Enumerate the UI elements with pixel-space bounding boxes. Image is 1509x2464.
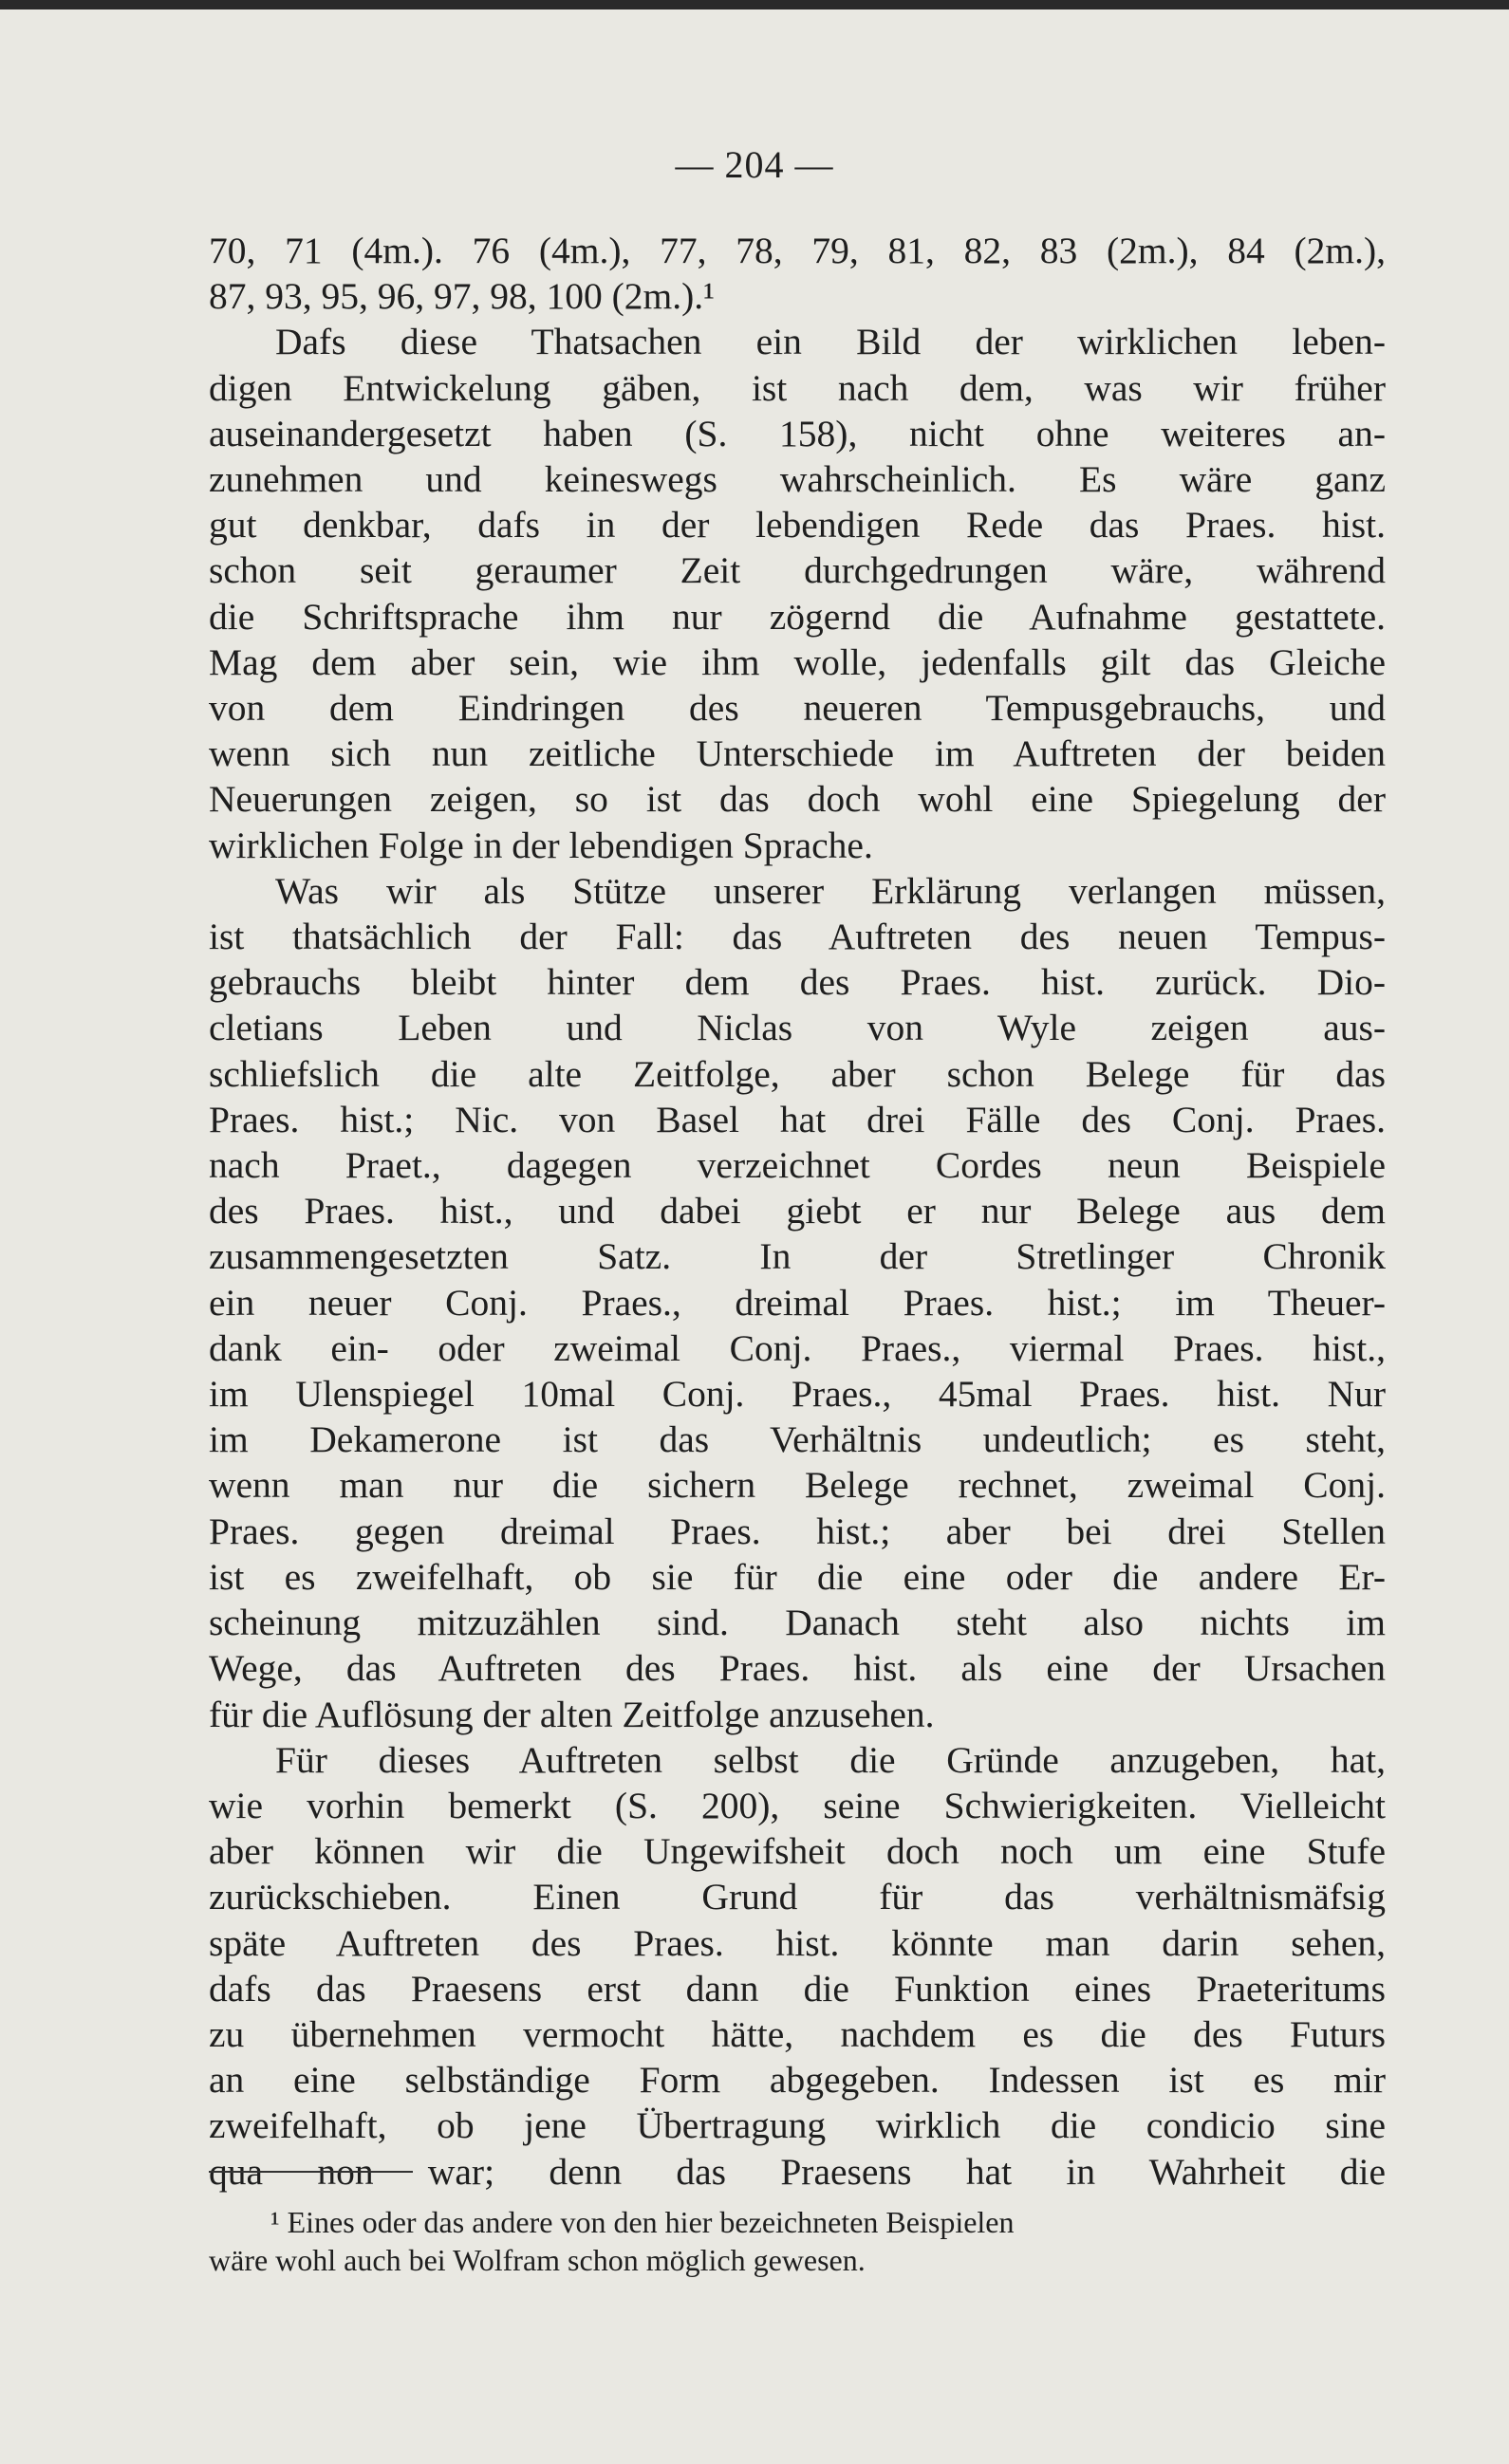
body-line: ein neuer Conj. Praes., dreimal Praes. hist.; im Theuer- [209,1281,1386,1324]
page-number: — 204 — [675,143,834,186]
scan-top-edge [0,0,1509,9]
body-line: Neuerungen zeigen, so ist das doch wohl eine Spiegelung der [209,778,1386,821]
body-line: zusammengesetzten Satz. In der Stretlinger Chronik [209,1235,1386,1278]
body-line: wenn man nur die sichern Belege rechnet, zweimal Conj. [209,1464,1386,1507]
body-line: zu übernehmen vermocht hätte, nachdem es die des Futurs [209,2012,1386,2055]
body-line: digen Entwickelung gäben, ist nach dem, was wir früher [209,366,1386,409]
body-line: scheinung mitzuzählen sind. Danach steht also nichts im [209,1602,1386,1644]
body-line: zunehmen und keineswegs wahrscheinlich. Es wäre ganz [209,458,1386,501]
footnote [209,2203,1386,2279]
body-line: cletians Leben und Niclas von Wyle zeigen aus- [209,1007,1386,1049]
body-line: im Ulenspiegel 10mal Conj. Praes., 45mal Praes. hist. Nur [209,1373,1386,1416]
footnote-line: wäre wohl auch bei Wolfram schon möglich gewesen. [209,2243,866,2277]
body-line: Praes. hist.; Nic. von Basel hat drei Fälle des Conj. Praes. [209,1098,1386,1140]
body-line: zurückschieben. Einen Grund für das verhältnismäfsig [209,1876,1386,1918]
body-line: des Praes. hist., und dabei giebt er nur Belege aus dem [209,1190,1386,1232]
footnote-line: ¹ Eines oder das andere von den hier bezeichneten Beispielen [270,2205,1015,2239]
body-line: wie vorhin bemerkt (S. 200), seine Schwierigkeiten. Vielleicht [209,1784,1386,1826]
body-line: ist es zweifelhaft, ob sie für die eine oder die andere Er- [209,1555,1386,1598]
body-line: wenn sich nun zeitliche Unterschiede im Auftreten der beiden [209,732,1386,775]
body-line: späte Auftreten des Praes. hist. könnte man darin sehen, [209,1921,1386,1964]
body-line: gebrauchs bleibt hinter dem des Praes. hist. zurück. Dio- [209,961,1386,1004]
body-line: Mag dem aber sein, wie ihm wolle, jedenfalls gilt das Gleiche [209,640,1386,683]
body-line: Wege, das Auftreten des Praes. hist. als eine der Ursachen [209,1647,1386,1690]
body-line: wirklichen Folge in der lebendigen Sprache. [209,824,873,866]
body-line: aber können wir die Ungewifsheit doch noch um eine Stufe [209,1830,1386,1873]
body-line: an eine selbständige Form abgegeben. Indessen ist es mir [209,2059,1386,2102]
body-line: für die Auflösung der alten Zeitfolge anzusehen. [209,1693,935,1735]
body-line: von dem Eindringen des neueren Tempusgebrauchs, und [209,687,1386,730]
body-line: Was wir als Stütze unserer Erklärung verlangen müssen, [275,869,1386,912]
body-line: ist thatsächlich der Fall: das Auftreten des neuen Tempus- [209,916,1386,958]
body-line: dafs das Praesens erst dann die Funktion eines Praeteritums [209,1967,1386,2010]
body-line: schliefslich die alte Zeitfolge, aber schon Belege für das [209,1052,1386,1095]
body-line: die Schriftsprache ihm nur zögernd die Aufnahme gestattete. [209,595,1386,638]
body-line: gut denkbar, dafs in der lebendigen Rede das Praes. hist. [209,504,1386,547]
body-line: 87, 93, 95, 96, 97, 98, 100 (2m.).¹ [209,275,715,318]
body-line: zweifelhaft, ob jene Übertragung wirklich die condicio sine [209,2104,1386,2147]
body-line: 70, 71 (4m.). 76 (4m.), 77, 78, 79, 81, 82, 83 (2m.), 84 (2m.), [209,230,1386,271]
footnote-divider [209,2171,413,2173]
body-line: schon seit geraumer Zeit durchgedrungen wäre, während [209,549,1386,592]
body-line: Dafs diese Thatsachen ein Bild der wirklichen leben- [275,321,1386,363]
body-line: dank ein- oder zweimal Conj. Praes., viermal Praes. hist., [209,1326,1386,1369]
body-line: auseinandergesetzt haben (S. 158), nicht ohne weiteres an- [209,412,1386,454]
body-line: Für dieses Auftreten selbst die Gründe anzugeben, hat, [275,1738,1386,1781]
body-line: nach Praet., dagegen verzeichnet Cordes neun Beispiele [209,1144,1386,1187]
body-line: qua non war; denn das Praesens hat in Wahrheit die [209,2150,1386,2193]
body-text [209,228,1386,2195]
body-line: im Dekamerone ist das Verhältnis undeutlich; es steht, [209,1418,1386,1461]
body-line: Praes. gegen dreimal Praes. hist.; aber bei drei Stellen [209,1510,1386,1552]
